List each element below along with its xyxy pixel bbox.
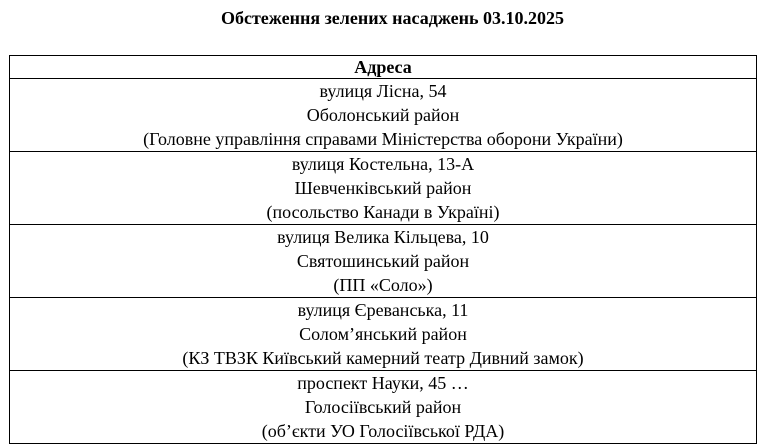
owner-name: (посольство Канади в Україні)	[266, 202, 500, 222]
table-row	[10, 225, 757, 298]
street-address: проспект Науки, 45 …	[297, 373, 469, 393]
table-row	[10, 152, 757, 225]
address-cell	[10, 298, 757, 371]
owner-name: (об’єкти УО Голосіївської РДА)	[261, 421, 505, 441]
address-cell	[10, 225, 757, 298]
district-name: Святошинський район	[296, 251, 470, 271]
column-header-address: Адреса	[10, 56, 757, 79]
document-title: Обстеження зелених насаджень 03.10.2025	[220, 8, 565, 28]
district-name: Шевченківський район	[294, 178, 472, 198]
address-table	[9, 55, 757, 444]
district-name: Оболонський район	[306, 105, 460, 125]
table-row	[10, 79, 757, 152]
table-row	[10, 371, 757, 444]
street-address: вулиця Костельна, 13-А	[291, 154, 475, 174]
street-address: вулиця Лісна, 54	[319, 81, 447, 101]
owner-name: (Головне управління справами Міністерства оборони України)	[143, 129, 623, 149]
address-cell	[10, 371, 757, 444]
street-address: вулиця Велика Кільцева, 10	[277, 227, 489, 247]
address-cell	[10, 152, 757, 225]
table-header-row	[10, 56, 757, 79]
owner-name: (ПП «Соло»)	[333, 275, 433, 295]
street-address: вулиця Єреванська, 11	[297, 300, 469, 320]
table-row	[10, 298, 757, 371]
owner-name: (КЗ ТВЗК Київський камерний театр Дивний замок)	[182, 348, 584, 368]
address-cell	[10, 79, 757, 152]
district-name: Солом’янський район	[299, 324, 467, 344]
district-name: Голосіївський район	[304, 397, 462, 417]
